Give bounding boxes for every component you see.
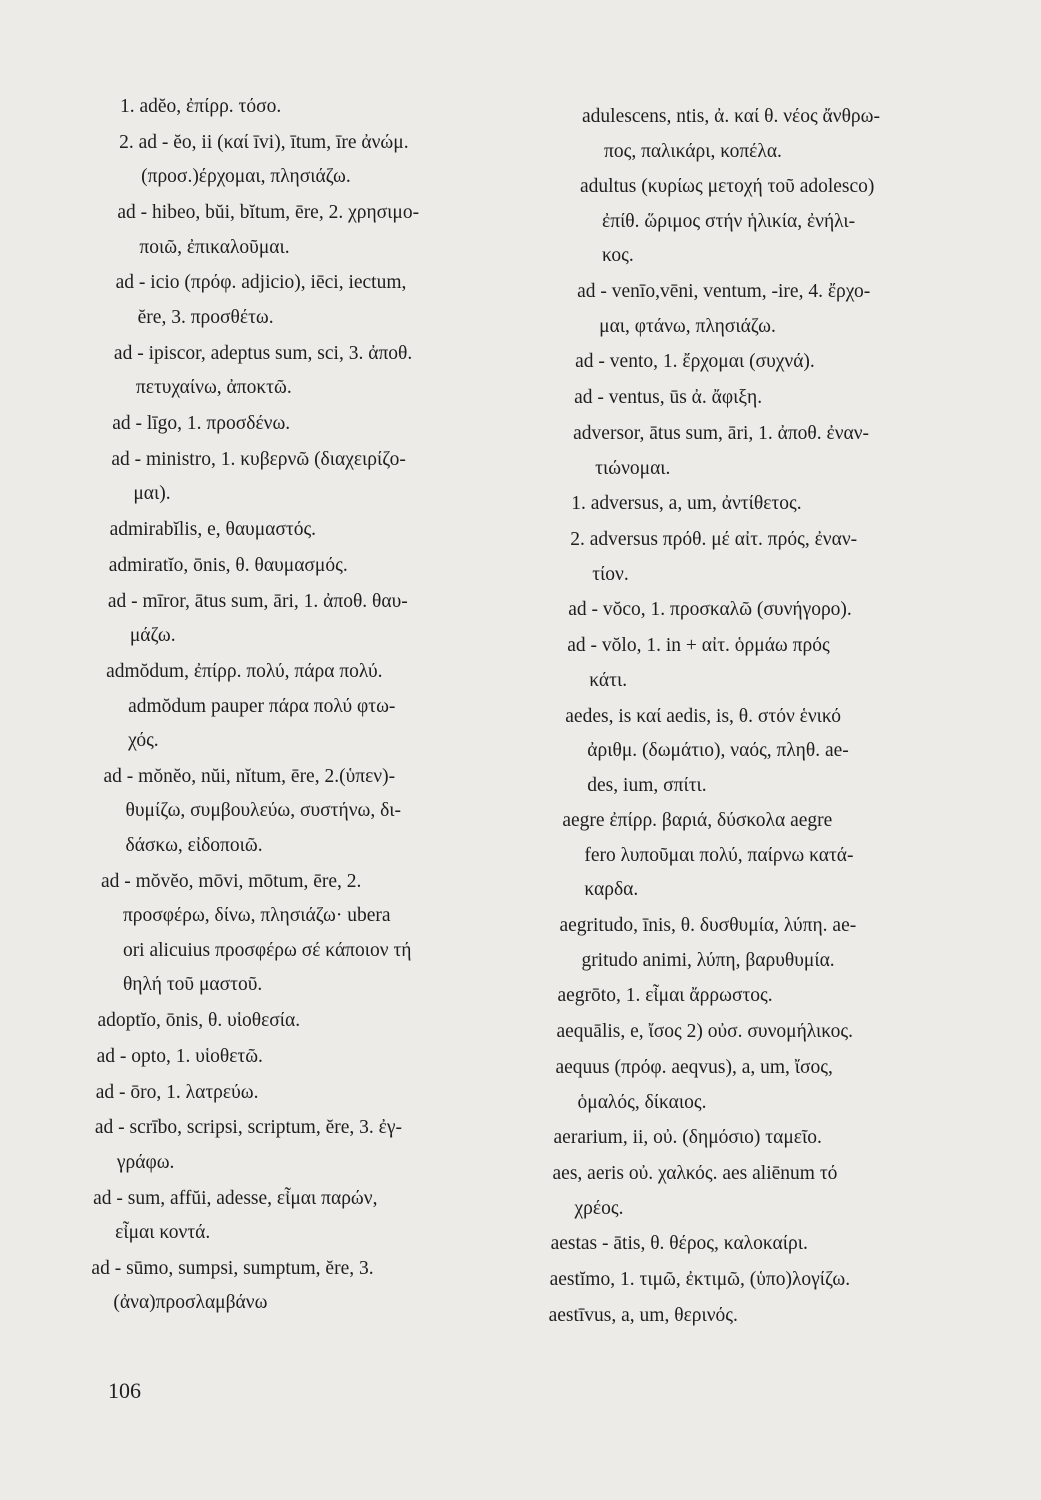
entry-headword-line: admiratĭo, ōnis, θ. θαυμασμός. — [108, 554, 348, 576]
entry-headword-line: ad - vŏlo, 1. in + αἰτ. ὁρμάω πρός — [567, 635, 830, 657]
entry-headword-line: aegre ἐπίρρ. βαριά, δύσκολα aegre — [562, 810, 833, 832]
dictionary-entry — [556, 1015, 853, 1050]
dictionary-entry — [93, 1182, 377, 1251]
entry-headword-line: ad - hibeo, bŭi, bĭtum, ēre, 2. χρησιμο- — [117, 202, 420, 224]
entry-headword-line: ad - vento, 1. ἔρχομαι (συχνά). — [575, 351, 815, 373]
page-number: 106 — [108, 1378, 141, 1403]
dictionary-entry — [567, 629, 829, 698]
dictionary-entry — [97, 1040, 263, 1075]
entry-headword-line: aerarium, ii, οὐ. (δημόσιο) ταμεῖο. — [553, 1127, 822, 1149]
entry-headword-line: ad - opto, 1. υἱοθετῶ. — [96, 1045, 263, 1067]
dictionary-entry — [111, 443, 406, 512]
entry-headword-line: ad - vŏco, 1. προσκαλῶ (συνήγορο). — [568, 599, 852, 621]
entry-headword-line: ad - sum, affŭi, adesse, εἶμαι παρών, — [93, 1187, 378, 1209]
entry-headword-line: aegrōto, 1. εἶμαι ἄρρωστος. — [557, 985, 773, 1007]
dictionary-entry — [119, 126, 408, 195]
entry-continuation-line: μάζω. — [129, 625, 176, 647]
entry-continuation-line: (προσ.)έρχομαι, πλησιάζω. — [141, 166, 351, 188]
entry-continuation-line: θηλή τοῦ μαστοῦ. — [122, 974, 263, 996]
dictionary-entry — [114, 337, 412, 406]
entry-headword-line: ad - mŏnĕo, nŭi, nĭtum, ēre, 2.(ὑπεν)- — [103, 765, 396, 787]
entry-headword-line: adultus (κυρίως μετοχή τοῦ adolesco) — [580, 176, 875, 198]
dictionary-entry — [91, 1252, 373, 1321]
dictionary-entry — [549, 1299, 738, 1334]
entry-continuation-line: τίον. — [592, 563, 629, 585]
entry-headword-line: aestīvus, a, um, θερινός. — [548, 1305, 738, 1326]
dictionary-entry — [554, 1121, 822, 1156]
entry-headword-line: adoptĭo, ōnis, θ. υἱοθεσία. — [97, 1009, 301, 1031]
entry-continuation-line: χός. — [128, 730, 159, 751]
dictionary-entry — [116, 266, 407, 335]
entry-continuation-line: καρδα. — [584, 879, 639, 901]
dictionary-entry — [577, 275, 870, 344]
dictionary-entry — [553, 1157, 838, 1226]
entry-headword-line: aegritudo, īnis, θ. δυσθυμία, λύπη. ae- — [559, 915, 857, 937]
entry-continuation-line: μαι). — [133, 483, 171, 505]
entry-headword-line: 2. ad - ĕo, ii (καί īvi), ītum, īre ἀνώμ. — [119, 131, 409, 153]
entry-headword-line: ad - sūmo, sumpsi, sumptum, ĕre, 3. — [91, 1257, 374, 1279]
dictionary-entry — [104, 760, 402, 864]
dictionary-entry — [570, 523, 857, 592]
dictionary-entry — [95, 1111, 402, 1180]
entry-headword-line: ad - venīo,vēni, ventum, -ire, 4. ἔρχο- — [577, 281, 871, 303]
entry-headword-line: ad - icio (πρόφ. adjicio), iēci, iectum, — [115, 272, 407, 294]
entry-headword-line: aedes, is καί aedis, is, θ. στόν ἑνικό — [565, 705, 842, 727]
entry-continuation-line: ĕre, 3. προσθέτω. — [137, 306, 274, 328]
dictionary-entry — [565, 700, 848, 804]
entry-continuation-line: γράφω. — [116, 1151, 175, 1173]
entry-headword-line: aes, aeris οὐ. χαλκός. aes aliēnum τό — [552, 1163, 838, 1185]
entry-headword-line: ad - scrībo, scripsi, scriptum, ĕre, 3. ἐγ- — [94, 1117, 402, 1139]
entry-continuation-line: (ἀνα)προσλαμβάνω — [113, 1292, 268, 1314]
entry-headword-line: ad - ventus, ūs ἀ. ἄφιξη. — [574, 387, 763, 409]
entry-continuation-line: ὁμαλός, δίκαιος. — [577, 1091, 707, 1113]
dictionary-entry — [571, 487, 801, 522]
dictionary-entry — [575, 345, 815, 380]
dictionary-entry — [112, 407, 290, 442]
entry-headword-line: aestas - ātis, θ. θέρος, καλοκαίρι. — [550, 1233, 808, 1255]
dictionary-entry — [557, 979, 772, 1014]
entry-continuation-line: δάσκω, εἰδοποιῶ. — [125, 834, 263, 856]
entry-headword-line: 2. adversus πρόθ. μέ αἰτ. πρός, ἐναν- — [570, 529, 858, 551]
entry-headword-line: ad - ōro, 1. λατρεύω. — [95, 1081, 259, 1103]
entry-continuation-line: ποιῶ, ἐπικαλοῦμαι. — [139, 236, 290, 258]
entry-continuation-line: ἐπίθ. ὥριμος στήν ἡλικία, ἐνήλι- — [602, 210, 856, 232]
entry-continuation-line: εἶμαι κοντά. — [115, 1222, 211, 1244]
dictionary-entry — [106, 655, 395, 759]
dictionary-entry — [551, 1227, 808, 1262]
dictionary-entry — [568, 593, 852, 628]
entry-continuation-line: χρέος. — [574, 1197, 624, 1219]
dictionary-entry — [98, 1004, 301, 1039]
entry-headword-line: admirabĭlis, e, θαυμαστός. — [109, 519, 317, 541]
entry-continuation-line: κος. — [602, 245, 634, 267]
dictionary-entry — [109, 549, 348, 584]
entry-headword-line: aestĭmo, 1. τιμῶ, ἐκτιμῶ, (ὑπο)λογίζω. — [549, 1269, 851, 1291]
dictionary-entry — [120, 90, 281, 125]
entry-continuation-line: πος, παλικάρι, κοπέλα. — [604, 140, 782, 162]
entry-continuation-line: fero λυποῦμαι πολύ, παίρνω κατά- — [584, 844, 854, 866]
entry-continuation-line: κάτι. — [589, 669, 628, 691]
dictionary-entry — [117, 196, 419, 265]
entry-headword-line: ad - ministro, 1. κυβερνῶ (διαχειρίζο- — [111, 448, 406, 470]
entry-headword-line: admŏdum, ἐπίρρ. πολύ, πάρα πολύ. — [106, 661, 383, 682]
entry-continuation-line: πετυχαίνω, ἀποκτῶ. — [135, 377, 292, 399]
entry-continuation-line: μαι, φτάνω, πλησιάζω. — [599, 315, 776, 337]
entry-continuation-line: ἀριθμ. (δωμάτιο), ναός, πληθ. ae- — [587, 740, 849, 761]
entry-continuation-line: τιώνομαι. — [595, 457, 671, 479]
entry-headword-line: adulescens, ntis, ἀ. καί θ. νέος ἄνθρω- — [582, 106, 880, 127]
dictionary-entry — [562, 804, 853, 908]
entry-headword-line: ad - mŏvĕo, mōvi, mōtum, ēre, 2. — [100, 870, 362, 892]
entry-headword-line: 1. adversus, a, um, ἀντίθετος. — [571, 493, 802, 515]
dictionary-entry — [108, 585, 408, 654]
entry-headword-line: aequālis, e, ἴσος 2) οὐσ. συνομήλικος. — [556, 1021, 854, 1043]
entry-headword-line: ad - mīror, ātus sum, āri, 1. ἀποθ. θαυ- — [107, 590, 408, 612]
entry-headword-line: aequus (πρόφ. aeqvus), a, um, ἴσος, — [555, 1057, 833, 1078]
dictionary-entry — [559, 909, 856, 978]
entry-continuation-line: des, ium, σπίτι. — [587, 774, 707, 796]
entry-headword-line: adversor, ātus sum, āri, 1. ἀποθ. ἐναν- — [573, 423, 870, 444]
entry-continuation-line: προσφέρω, δίνω, πλησιάζω· ubera — [122, 905, 391, 927]
entry-headword-line: 1. adĕo, ἐπίρρ. τόσο. — [120, 96, 282, 117]
dictionary-entry — [582, 100, 880, 169]
dictionary-entry — [101, 865, 412, 1003]
entry-headword-line: ad - līgo, 1. προσδένω. — [112, 413, 291, 434]
dictionary-entry — [550, 1263, 851, 1298]
dictionary-entry — [574, 381, 762, 416]
entry-continuation-line: admŏdum pauper πάρα πολύ φτω- — [128, 695, 396, 717]
entry-continuation-line: ori alicuius προσφέρω σέ κάποιον τή — [122, 939, 412, 961]
dictionary-entry — [96, 1076, 259, 1111]
entry-headword-line: ad - ipiscor, adeptus sum, sci, 3. ἀποθ. — [113, 342, 413, 364]
dictionary-entry — [573, 417, 869, 486]
entry-continuation-line: gritudo animi, λύπη, βαρυθυμία. — [581, 949, 835, 971]
entry-continuation-line: θυμίζω, συμβουλεύω, συστήνω, δι- — [125, 800, 402, 822]
dictionary-entry — [555, 1051, 832, 1120]
dictionary-entry — [110, 513, 316, 548]
dictionary-entry — [580, 170, 874, 274]
